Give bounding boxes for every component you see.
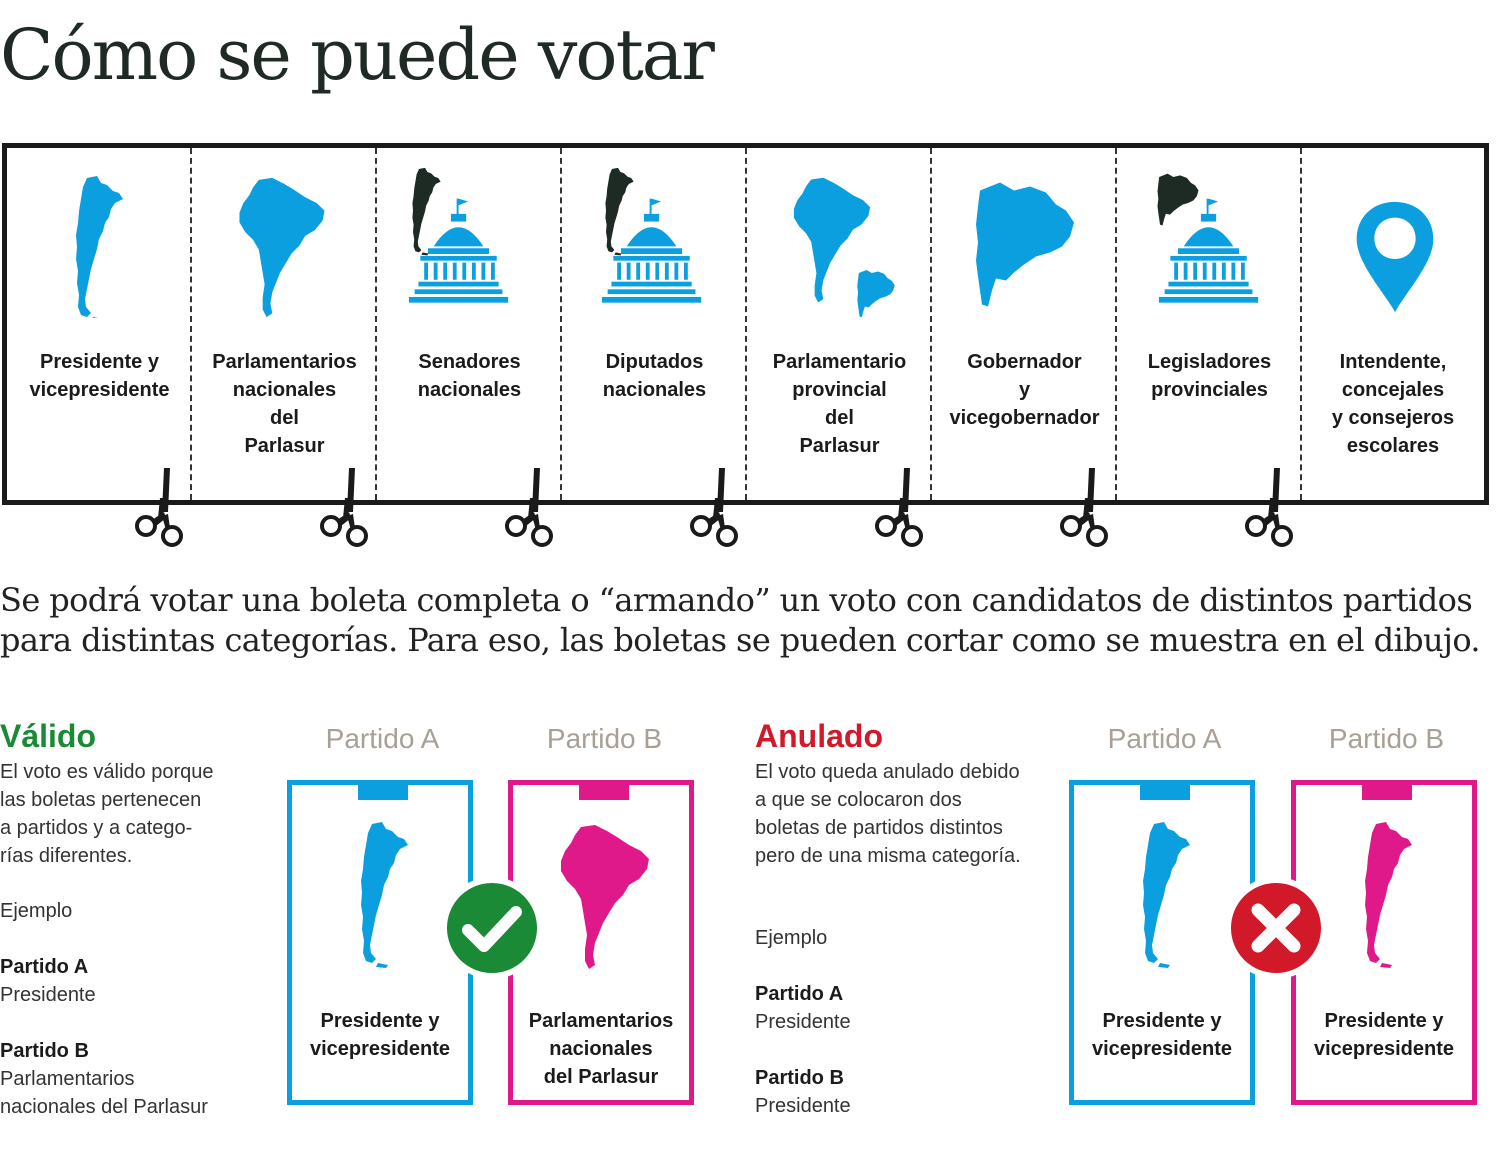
page-title: Cómo se puede votar <box>0 14 713 96</box>
card-tab <box>579 780 629 800</box>
category-label: Presidente y vicepresidente <box>29 351 170 401</box>
ballot-category-diputados <box>562 148 747 500</box>
argentina-map-icon <box>7 168 192 318</box>
valid-description: El voto es válido porque las boletas pertenecen a partidos y a catego- rías diferentes. <box>0 761 214 867</box>
scissors-icon <box>317 468 377 548</box>
ballot-category-senadores <box>377 148 562 500</box>
argentina-map-icon <box>320 815 440 975</box>
category-label: Gobernador y vicegobernador <box>949 351 1100 429</box>
ballot-category-intendente <box>1302 148 1484 500</box>
card-label: Presidente y vicepresidente <box>1091 1010 1233 1060</box>
card-tab <box>358 780 408 800</box>
congress-building-icon <box>377 168 562 318</box>
scissors-icon <box>872 468 932 548</box>
scissors-icon <box>1057 468 1117 548</box>
null-example: Ejemplo Partido A Presidente Partido B Presidente <box>755 927 851 1117</box>
ballot-category-legisladores <box>1117 148 1302 500</box>
category-label: Diputados nacionales <box>602 351 707 401</box>
card-label: Parlamentarios nacionales del Parlasur <box>528 1010 674 1088</box>
legislature-building-icon <box>1117 168 1302 318</box>
ballot-category-parlamentario-provincial <box>747 148 932 500</box>
party-a-label: Partido A <box>1107 723 1222 754</box>
intro-paragraph: Se podrá votar una boleta completa o “armando” un voto con candidatos de distintos partidos para distintas categorías. Para eso, las boletas se pueden cortar como se muestra en el dibujo. <box>0 581 1481 659</box>
ballot-category-presidente <box>7 148 192 500</box>
cross-icon <box>1224 876 1328 980</box>
location-pin-icon <box>1302 168 1487 318</box>
card-tab <box>1140 780 1190 800</box>
south-america-map-icon <box>192 168 377 318</box>
category-label: Parlamentario provincial del Parlasur <box>772 351 907 457</box>
province-map-icon <box>932 168 1117 318</box>
argentina-map-icon <box>1324 815 1444 975</box>
congress-building-icon <box>562 168 747 318</box>
ballot-category-gobernador <box>932 148 1117 500</box>
scissors-icon <box>687 468 747 548</box>
card-label: Presidente y vicepresidente <box>309 1010 451 1060</box>
party-a-label: Partido A <box>325 723 440 754</box>
null-description: El voto queda anulado debido a que se colocaron dos boletas de partidos distintos pero de una misma categoría. <box>755 761 1021 867</box>
scissors-icon <box>502 468 562 548</box>
argentina-map-icon <box>1102 815 1222 975</box>
party-b-label: Partido B <box>546 723 663 754</box>
card-tab <box>1362 780 1412 800</box>
ballot-category-parlasur <box>192 148 377 500</box>
scissors-icon <box>1242 468 1302 548</box>
null-heading: Anulado <box>755 718 883 754</box>
check-icon <box>440 876 544 980</box>
card-label: Presidente y vicepresidente <box>1313 1010 1455 1060</box>
ballot-strip <box>2 143 1489 505</box>
south-america-map-icon <box>541 815 661 975</box>
category-label: Intendente, concejales y consejeros escolares <box>1331 351 1455 457</box>
category-label: Legisladores provinciales <box>1147 351 1272 401</box>
valid-heading: Válido <box>0 718 97 754</box>
category-label: Parlamentarios nacionales del Parlasur <box>212 351 357 457</box>
party-b-label: Partido B <box>1328 723 1445 754</box>
valid-example: Ejemplo Partido A Presidente Partido B Parlamentarios nacionales del Parlasur <box>0 900 208 1118</box>
category-label: Senadores nacionales <box>417 351 522 401</box>
south-america-province-map-icon <box>747 168 932 318</box>
scissors-icon <box>132 468 192 548</box>
